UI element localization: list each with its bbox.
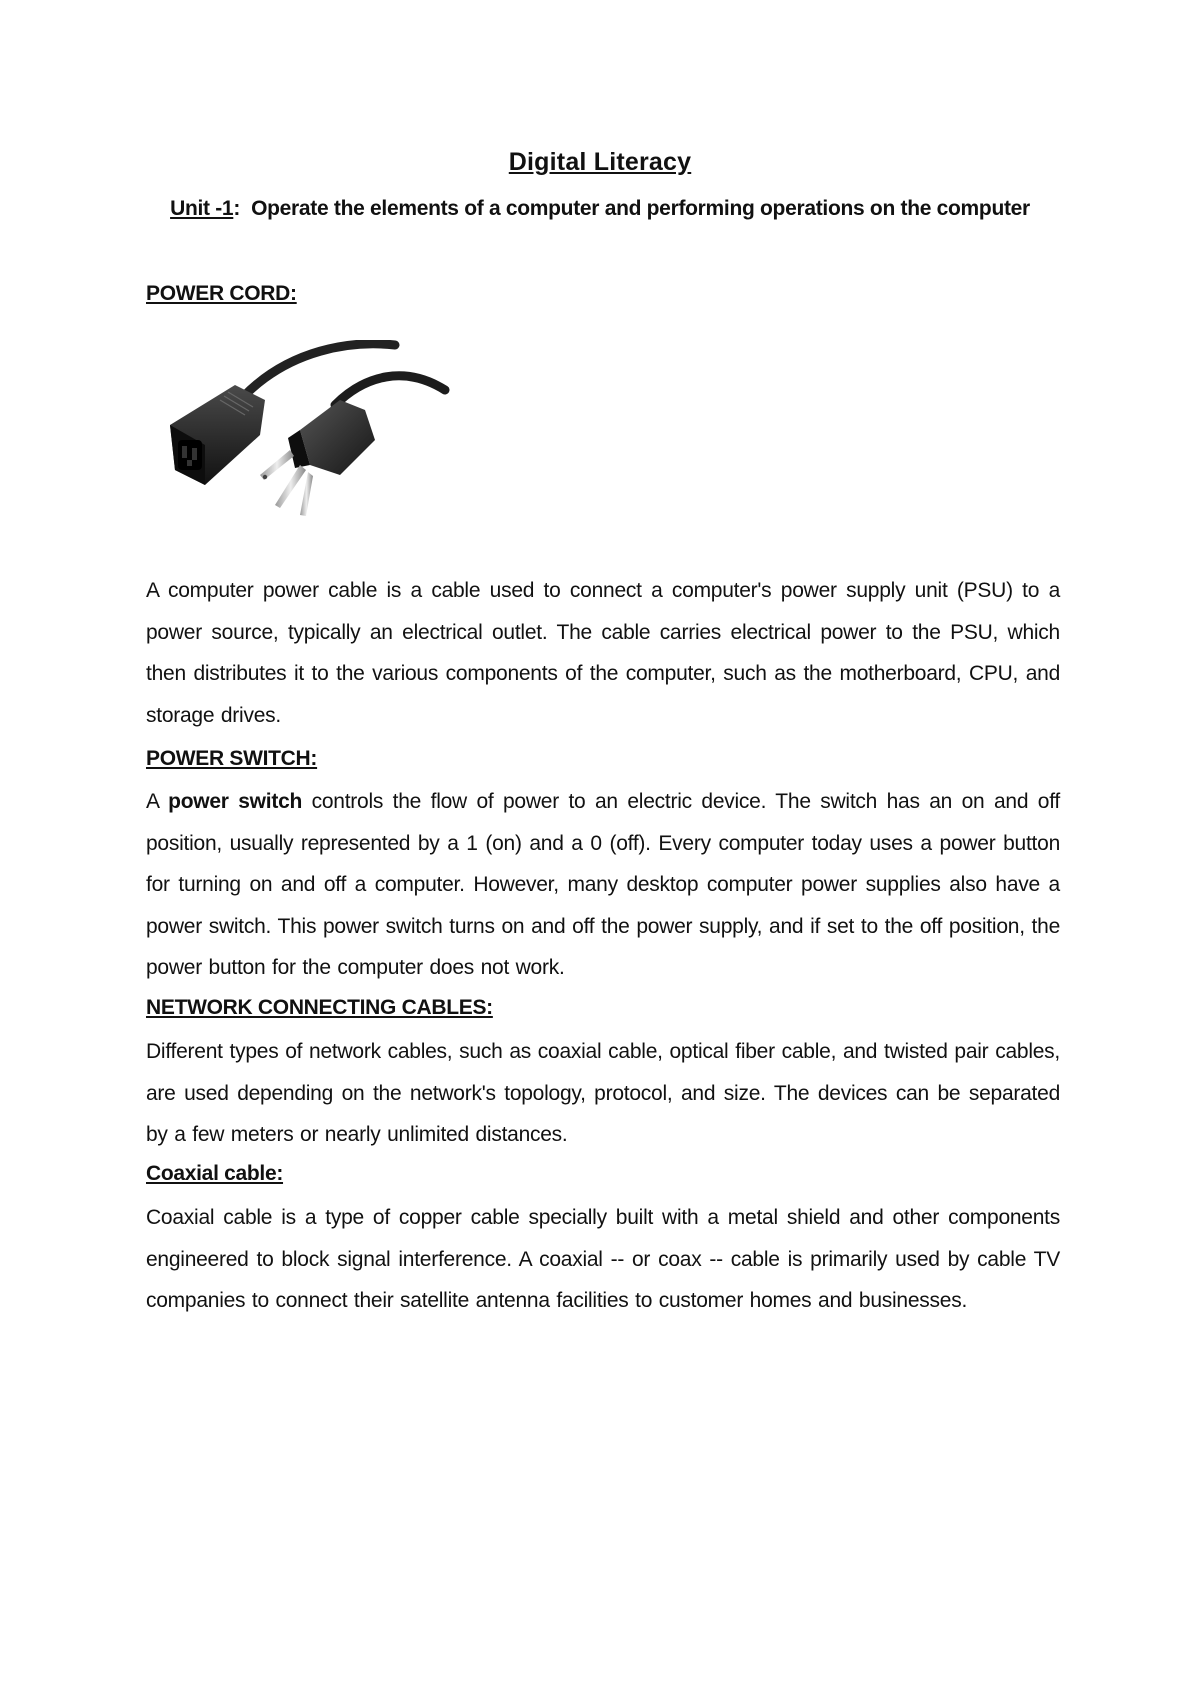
- unit-label: Unit -1: [170, 197, 234, 220]
- heading-power-cord: POWER CORD:: [146, 282, 297, 305]
- network-cables-paragraph: Different types of network cables, such as coaxial cable, optical fiber cable, and twisted pair cables, are used depending on the network's topology, protocol, and size. The devices can be separated by a few meters or nearly unlimited distances.: [146, 1040, 1060, 1146]
- unit-description: Operate the elements of a computer and performing operations on the computer: [251, 197, 1030, 220]
- power-cord-photo-icon: [150, 340, 450, 540]
- document-title: Digital Literacy: [508, 148, 692, 176]
- coaxial-cable-paragraph: Coaxial cable is a type of copper cable specially built with a metal shield and other components engineered to block signal interference. A coaxial -- or coax -- cable is primarily used by cable TV companies to connect their satellite antenna facilities to customer homes and businesses.: [146, 1206, 1060, 1312]
- heading-power-switch: POWER SWITCH:: [146, 747, 318, 770]
- power-switch-prefix: A: [146, 790, 169, 813]
- unit-colon: :: [233, 197, 241, 220]
- power-switch-term: power switch: [168, 790, 303, 813]
- power-switch-paragraph: [146, 781, 1060, 989]
- heading-network-cables: NETWORK CONNECTING CABLES:: [146, 996, 493, 1019]
- power-switch-body: controls the flow of power to an electric device. The switch has an on and off position, usually represented by a 1 (on) and a 0 (off). Every computer today uses a power button for turning on and off a computer. However, many desktop computer power supplies also have a power switch. This power switch turns on and off the power supply, and if set to the off position, the power button for the computer does not work.: [146, 790, 1061, 979]
- document-subtitle: [0, 197, 1200, 221]
- heading-coaxial-cable: Coaxial cable:: [146, 1162, 284, 1185]
- power-cord-paragraph: A computer power cable is a cable used to connect a computer's power supply unit (PSU) to a power source, typically an electrical outlet. The cable carries electrical power to the PSU, which then distributes it to the various components of the computer, such as the motherboard, CPU, and storage drives.: [146, 579, 1060, 727]
